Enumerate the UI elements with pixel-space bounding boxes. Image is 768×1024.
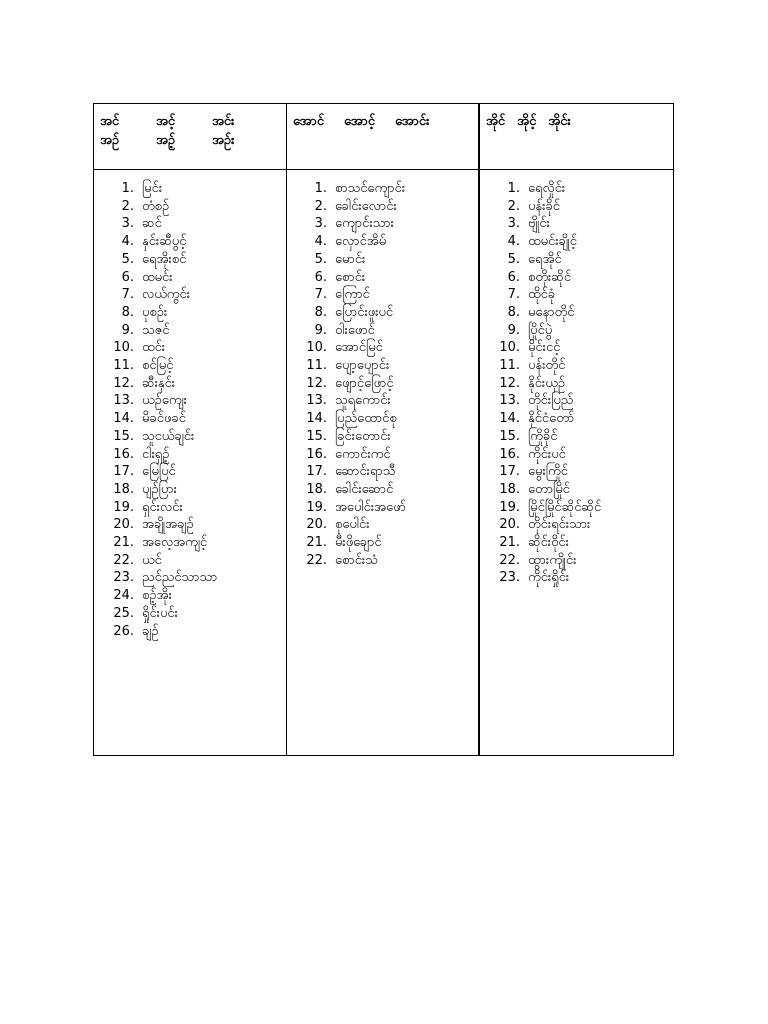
item-number: 23. bbox=[113, 570, 134, 586]
column-header bbox=[480, 104, 673, 170]
word-item bbox=[480, 357, 673, 375]
word-item bbox=[94, 499, 286, 517]
item-word: ပြောင်းဖူးပင် bbox=[335, 304, 394, 320]
item-number: 19. bbox=[499, 499, 520, 515]
header-syllable: အောင့် bbox=[344, 114, 376, 129]
word-item bbox=[94, 339, 286, 357]
item-number: 8. bbox=[121, 304, 134, 320]
item-number: 9. bbox=[507, 322, 520, 338]
word-item bbox=[480, 251, 673, 269]
item-word: ပျဉ်ပြား bbox=[142, 481, 177, 497]
word-item bbox=[94, 286, 286, 304]
item-number: 9. bbox=[314, 322, 327, 338]
word-item bbox=[287, 534, 478, 552]
word-item bbox=[94, 481, 286, 499]
word-item bbox=[287, 516, 478, 534]
header-syllable: အင် bbox=[100, 114, 120, 129]
item-number: 14. bbox=[113, 411, 134, 427]
item-number: 2. bbox=[314, 198, 327, 214]
word-table bbox=[93, 103, 674, 756]
item-number: 6. bbox=[314, 269, 327, 285]
item-word: နိုင်ငံတော် bbox=[528, 411, 575, 427]
item-number: 5. bbox=[507, 251, 520, 267]
header-line bbox=[100, 131, 286, 150]
item-number: 9. bbox=[121, 322, 134, 338]
item-word: မြိုင်မြိုင်ဆိုင်ဆိုင် bbox=[528, 499, 602, 515]
item-word: စာသင်ကျောင်း bbox=[335, 181, 406, 196]
item-number: 6. bbox=[507, 269, 520, 285]
item-number: 21. bbox=[113, 535, 134, 551]
item-number: 23. bbox=[499, 570, 520, 586]
item-number: 1. bbox=[314, 181, 327, 196]
word-item bbox=[287, 463, 478, 481]
item-number: 17. bbox=[306, 464, 327, 480]
word-item bbox=[94, 215, 286, 233]
item-word: ရှိုင်းပင်း bbox=[142, 605, 178, 621]
word-item bbox=[480, 215, 673, 233]
header-syllable: အောင် bbox=[293, 114, 325, 129]
item-word: မိုင်းငင့် bbox=[528, 340, 561, 356]
word-list bbox=[287, 180, 478, 569]
header-syllable: အင်း bbox=[212, 114, 235, 129]
word-item bbox=[94, 446, 286, 464]
item-number: 1. bbox=[121, 181, 134, 196]
word-item bbox=[287, 286, 478, 304]
item-word: ထမင်းချိုင့် bbox=[528, 234, 577, 250]
word-item bbox=[94, 233, 286, 251]
word-item bbox=[480, 446, 673, 464]
item-number: 16. bbox=[306, 446, 327, 462]
item-word: မနောတိုင် bbox=[528, 304, 575, 320]
item-number: 3. bbox=[121, 216, 134, 232]
item-word: ထိုင်ခုံ bbox=[528, 287, 556, 303]
item-number: 24. bbox=[113, 588, 134, 604]
item-word: ပြိုင်ပွဲ bbox=[528, 322, 553, 338]
word-item bbox=[287, 552, 478, 570]
word-item bbox=[94, 269, 286, 287]
item-number: 26. bbox=[113, 623, 134, 639]
item-word: ဖျောင့်ဖြောင့် bbox=[335, 375, 394, 391]
item-word: အောင်မြင် bbox=[335, 340, 383, 356]
word-item bbox=[94, 534, 286, 552]
column-body bbox=[94, 170, 287, 755]
word-item bbox=[480, 286, 673, 304]
word-item bbox=[480, 322, 673, 340]
item-word: ရေအိုးစင် bbox=[142, 251, 187, 267]
item-number: 13. bbox=[499, 393, 520, 409]
item-number: 16. bbox=[499, 446, 520, 462]
item-word: ဆောင်းရာသီ bbox=[335, 464, 396, 480]
item-number: 21. bbox=[499, 535, 520, 551]
item-word: နှင်းဆီပွင့် bbox=[142, 234, 187, 250]
item-number: 7. bbox=[314, 287, 327, 303]
item-number: 2. bbox=[507, 198, 520, 214]
item-number: 22. bbox=[306, 552, 327, 568]
column-header bbox=[94, 104, 287, 170]
item-number: 13. bbox=[306, 393, 327, 409]
item-number: 17. bbox=[499, 464, 520, 480]
header-syllable: အဉ်း bbox=[212, 133, 235, 148]
item-word: မြေပြင် bbox=[142, 464, 176, 480]
item-word: အချိုအချဉ် bbox=[142, 517, 194, 533]
word-item bbox=[480, 375, 673, 393]
header-syllable: အင့် bbox=[156, 114, 176, 129]
item-word: ကြောင် bbox=[335, 287, 370, 303]
item-word: ချဉ် bbox=[142, 623, 159, 639]
word-item bbox=[94, 410, 286, 428]
item-word: ကောင်းကင် bbox=[335, 446, 391, 462]
word-item bbox=[480, 516, 673, 534]
word-item bbox=[94, 198, 286, 216]
item-number: 15. bbox=[113, 428, 134, 444]
item-word: ခေါင်းဆောင် bbox=[335, 481, 394, 497]
item-word: ပန်းခိုင် bbox=[528, 198, 560, 214]
item-number: 17. bbox=[113, 464, 134, 480]
word-item bbox=[94, 375, 286, 393]
item-word: အပေါင်းအဖော် bbox=[335, 499, 406, 515]
word-item bbox=[94, 569, 286, 587]
item-word: လှောင်အိမ် bbox=[335, 234, 387, 250]
word-item bbox=[480, 233, 673, 251]
word-item bbox=[94, 552, 286, 570]
header-syllable: အောင်း bbox=[395, 114, 430, 129]
word-item bbox=[480, 428, 673, 446]
item-number: 3. bbox=[507, 216, 520, 232]
item-number: 6. bbox=[121, 269, 134, 285]
item-number: 25. bbox=[113, 605, 134, 621]
word-item bbox=[287, 428, 478, 446]
item-number: 12. bbox=[306, 375, 327, 391]
item-word: စောင်း bbox=[335, 269, 366, 285]
word-item bbox=[480, 269, 673, 287]
word-item bbox=[94, 357, 286, 375]
item-number: 7. bbox=[507, 287, 520, 303]
header-syllable: အဉ့် bbox=[156, 133, 176, 148]
item-word: ကြိုခိုင် bbox=[528, 428, 558, 444]
item-number: 5. bbox=[121, 251, 134, 267]
word-item bbox=[94, 251, 286, 269]
word-item bbox=[480, 499, 673, 517]
word-item bbox=[287, 499, 478, 517]
word-item bbox=[287, 410, 478, 428]
item-number: 10. bbox=[499, 340, 520, 356]
word-item bbox=[287, 251, 478, 269]
item-number: 18. bbox=[306, 481, 327, 497]
item-number: 10. bbox=[306, 340, 327, 356]
item-word: စတိုးဆိုင် bbox=[528, 269, 572, 285]
item-number: 2. bbox=[121, 198, 134, 214]
item-word: မိခင်ဖခင် bbox=[142, 411, 186, 427]
header-syllable: အိုင့် bbox=[517, 114, 537, 129]
item-word: ဆင် bbox=[142, 216, 162, 232]
item-number: 20. bbox=[306, 517, 327, 533]
column-header bbox=[287, 104, 480, 170]
word-item bbox=[480, 180, 673, 198]
word-item bbox=[94, 463, 286, 481]
item-word: နိုင်းယှဉ် bbox=[528, 375, 566, 391]
item-number: 19. bbox=[306, 499, 327, 515]
word-item bbox=[287, 215, 478, 233]
item-number: 4. bbox=[507, 234, 520, 250]
item-word: စဉ့်အိုး bbox=[142, 588, 172, 604]
item-number: 4. bbox=[314, 234, 327, 250]
item-word: စောင်းသံ bbox=[335, 552, 378, 568]
word-item bbox=[480, 569, 673, 587]
word-item bbox=[287, 322, 478, 340]
item-number: 3. bbox=[314, 216, 327, 232]
word-item bbox=[287, 339, 478, 357]
item-number: 10. bbox=[113, 340, 134, 356]
column-body bbox=[287, 170, 480, 755]
item-number: 11. bbox=[306, 358, 327, 374]
item-number: 16. bbox=[113, 446, 134, 462]
item-word: ပုစဉ်း bbox=[142, 304, 168, 320]
item-word: ကျောင်းသား bbox=[335, 216, 394, 232]
item-word: ခေါင်းလောင်း bbox=[335, 198, 397, 214]
item-word: ဗျိုင်း bbox=[528, 216, 550, 232]
word-item bbox=[94, 428, 286, 446]
word-item bbox=[94, 322, 286, 340]
word-item bbox=[94, 605, 286, 623]
word-item bbox=[287, 198, 478, 216]
item-number: 11. bbox=[113, 358, 134, 374]
item-word: စင်မြင့် bbox=[142, 358, 174, 374]
item-number: 21. bbox=[306, 535, 327, 551]
item-word: ထွားကျိုင်း bbox=[528, 552, 577, 568]
item-word: ပြည်ထောင်စု bbox=[335, 411, 397, 427]
item-number: 14. bbox=[499, 411, 520, 427]
item-number: 7. bbox=[121, 287, 134, 303]
item-number: 12. bbox=[499, 375, 520, 391]
word-item bbox=[94, 516, 286, 534]
item-number: 19. bbox=[113, 499, 134, 515]
item-word: ပန်းတိုင် bbox=[528, 358, 566, 374]
item-number: 13. bbox=[113, 393, 134, 409]
item-number: 12. bbox=[113, 375, 134, 391]
item-word: သူငယ်ချင်း bbox=[142, 428, 195, 444]
item-word: စုပေါင်း bbox=[335, 517, 370, 533]
word-item bbox=[287, 392, 478, 410]
item-word: သဇင် bbox=[142, 322, 170, 338]
item-number: 18. bbox=[113, 481, 134, 497]
word-item bbox=[94, 392, 286, 410]
item-number: 15. bbox=[306, 428, 327, 444]
word-item bbox=[94, 304, 286, 322]
item-word: တိုင်းပြည် bbox=[528, 393, 574, 409]
item-word: ရေလှိုင်း bbox=[528, 181, 566, 196]
item-word: ဆီးနှင်း bbox=[142, 375, 176, 391]
item-word: ကိုင်းပင် bbox=[528, 446, 566, 462]
header-line bbox=[293, 112, 478, 131]
item-number: 8. bbox=[507, 304, 520, 320]
item-word: ငါးရှဉ့် bbox=[142, 446, 170, 462]
item-number: 4. bbox=[121, 234, 134, 250]
item-number: 5. bbox=[314, 251, 327, 267]
item-number: 20. bbox=[499, 517, 520, 533]
item-word: တိုင်းရင်းသား bbox=[528, 517, 591, 533]
word-item bbox=[480, 463, 673, 481]
item-word: ထင်း bbox=[142, 340, 166, 356]
item-word: ယဉ်ကျေး bbox=[142, 393, 187, 409]
item-number: 1. bbox=[507, 181, 520, 196]
word-item bbox=[287, 375, 478, 393]
item-word: သူရကောင်း bbox=[335, 393, 391, 409]
item-word: အလေ့အကျင့် bbox=[142, 535, 208, 551]
item-word: မွေးကြိုင် bbox=[528, 464, 568, 480]
item-word: တောမြိုင် bbox=[528, 481, 570, 497]
item-word: လယ်ကွင်း bbox=[142, 287, 191, 303]
item-word: မီးဖိုချောင် bbox=[335, 535, 382, 551]
item-number: 11. bbox=[499, 358, 520, 374]
word-item bbox=[480, 534, 673, 552]
header-line bbox=[486, 112, 673, 131]
item-number: 18. bbox=[499, 481, 520, 497]
word-list bbox=[480, 180, 673, 587]
word-item bbox=[480, 481, 673, 499]
word-item bbox=[287, 446, 478, 464]
header-syllable: အိုင်း bbox=[548, 114, 571, 129]
word-list bbox=[94, 180, 286, 640]
item-number: 8. bbox=[314, 304, 327, 320]
word-item bbox=[480, 552, 673, 570]
word-item bbox=[287, 269, 478, 287]
word-item bbox=[480, 339, 673, 357]
item-word: ရှင်းလင်း bbox=[142, 499, 183, 515]
header-syllable: အိုင် bbox=[486, 114, 506, 129]
word-item bbox=[480, 304, 673, 322]
item-word: ကိုင်းရှိုင်း bbox=[528, 570, 570, 586]
item-word: မြင်း bbox=[142, 181, 163, 196]
word-item bbox=[94, 587, 286, 605]
word-item bbox=[480, 198, 673, 216]
item-word: ပျော့ပျောင်း bbox=[335, 358, 390, 374]
item-word: မောင်း bbox=[335, 251, 366, 267]
item-number: 15. bbox=[499, 428, 520, 444]
word-item bbox=[287, 357, 478, 375]
header-line bbox=[100, 112, 286, 131]
word-item bbox=[287, 481, 478, 499]
item-word: ယင် bbox=[142, 552, 162, 568]
word-item bbox=[287, 233, 478, 251]
item-number: 14. bbox=[306, 411, 327, 427]
word-item bbox=[480, 410, 673, 428]
item-word: ရေအိုင် bbox=[528, 251, 562, 267]
word-item bbox=[287, 304, 478, 322]
item-word: တံစဉ် bbox=[142, 198, 170, 214]
item-number: 22. bbox=[113, 552, 134, 568]
word-item bbox=[287, 180, 478, 198]
item-number: 20. bbox=[113, 517, 134, 533]
item-word: ခြင်းတောင်း bbox=[335, 428, 391, 444]
item-number: 22. bbox=[499, 552, 520, 568]
word-item bbox=[480, 392, 673, 410]
column-body bbox=[480, 170, 673, 755]
item-word: ညင်ညင်သာသာ bbox=[142, 570, 218, 586]
item-word: ထမင်း bbox=[142, 269, 173, 285]
word-item bbox=[94, 623, 286, 641]
item-word: ဝါးဖောင် bbox=[335, 322, 375, 338]
word-item bbox=[94, 180, 286, 198]
item-word: ဆိုင်းဝိုင်း bbox=[528, 535, 569, 551]
header-syllable: အဉ် bbox=[100, 133, 120, 148]
